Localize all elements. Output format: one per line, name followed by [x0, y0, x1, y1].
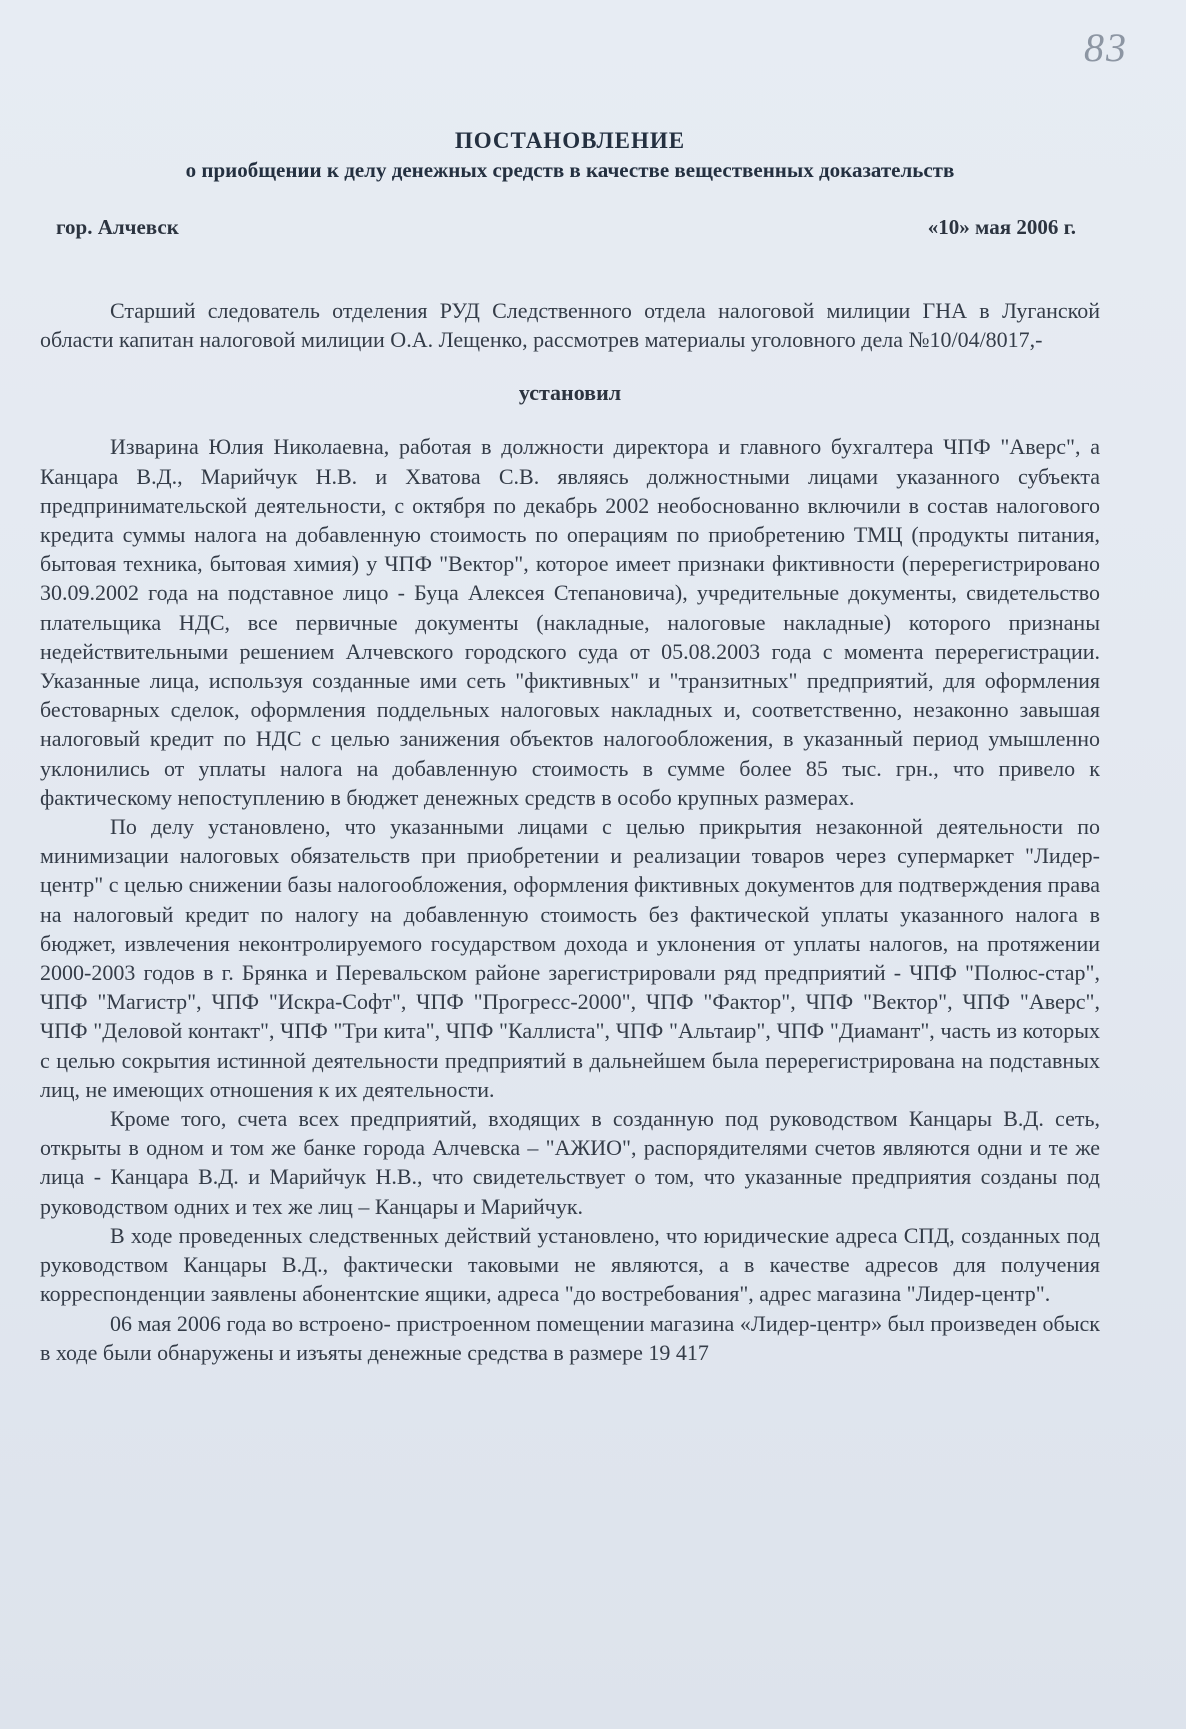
intro-paragraph: Старший следователь отделения РУД Следственного отдела налоговой милиции ГНА в Луганской области капитан налоговой милиции О.А. Лещенко, рассмотрев материалы уголовного дела №10/04/8017,- [40, 298, 1100, 353]
document-subtitle: о приобщении к делу денежных средств в качестве вещественных доказательств [185, 158, 955, 182]
city-label: гор. Алчевск [56, 215, 179, 239]
place-date-row [40, 215, 1100, 240]
body-paragraph: 06 мая 2006 года во встроено- пристроенном помещении магазина «Лидер-центр» был произведен обыск в ходе были обнаружены и изъяты денежные средства в размере 19 417 [40, 1310, 1100, 1365]
section-heading: установил [518, 380, 622, 406]
body-paragraph: Изварина Юлия Николаевна, работая в должности директора и главного бухгалтера ЧПФ "Аверс", а Канцара В.Д., Марийчук Н.В. и Хватова С.В. являясь должностными лицами указанного субъекта предпринимательской деятельности, с октября по декабрь 2002 необоснованно включили в состав налогового кредита суммы налога на добавленную стоимость по операциям по приобретению ТМЦ (продукты питания, бытовая техника, бытовая химия) у ЧПФ "Вектор", которое имеет признаки фиктивности (перерегистрировано 30.09.2002 года на подставное лицо - Буца Алексея Степановича), учредительные документы, свидетельство плательщика НДС, все первичные документы (накладные, налоговые накладные) которого признаны недействительными решением Алчевского городского суда от 05.08.2003 года с момента перерегистрации. Указанные лица, используя созданные ими сеть "фиктивных" и "транзитных" предприятий, для оформления бестоварных сделок, оформления поддельных налоговых накладных и, соответственно, незаконно завышая налоговый кредит по НДС с целью занижения объектов налогообложения, в указанный период умышленно уклонились от уплаты налога на добавленную стоимость в сумме более 85 тыс. грн., что привело к фактическому непоступлению в бюджет денежных средств в особо крупных размерах. [40, 434, 1100, 810]
document-date: «10» мая 2006 г. [927, 215, 1076, 239]
body-paragraph: В ходе проведенных следственных действий установлено, что юридические адреса СПД, созданных под руководством Канцары В.Д., фактически таковыми не являются, а в качестве адресов для получения корреспонденции заявлены абонентские ящики, адреса "до востребования", адрес магазина "Лидер-центр". [40, 1222, 1100, 1307]
page-number: 83 [1084, 25, 1128, 70]
document-title: ПОСТАНОВЛЕНИЕ [454, 128, 686, 153]
body-paragraph: Кроме того, счета всех предприятий, входящих в созданную под руководством Канцары В.Д. сеть, открыты в одном и том же банке города Алчевска – "АЖИО", распорядителями счетов являются одни и те же лица - Канцара В.Д. и Марийчук Н.В., что свидетельствует о том, что указанные предприятия созданы под руководством одних и тех же лиц – Канцары и Марийчук. [40, 1106, 1100, 1219]
document-body [40, 128, 1100, 1367]
body-paragraph: По делу установлено, что указанными лицами с целью прикрытия незаконной деятельности по минимизации налоговых обязательств при приобретении и реализации товаров через супермаркет "Лидер-центр" с целью снижении базы налогообложения, оформления фиктивных документов для подтверждения права на налоговый кредит по налогу на добавленную стоимость без фактической уплаты указанного налога в бюджет, извлечения неконтролируемого государством дохода и уклонения от уплаты налогов, на протяжении 2000-2003 годов в г. Брянка и Перевальском районе зарегистрировали ряд предприятий - ЧПФ "Полюс-стар", ЧПФ "Магистр", ЧПФ "Искра-Софт", ЧПФ "Прогресс-2000", ЧПФ "Фактор", ЧПФ "Вектор", ЧПФ "Аверс", ЧПФ "Деловой контакт", ЧПФ "Три кита", ЧПФ "Каллиста", ЧПФ "Альтаир", ЧПФ "Диамант", часть из которых с целью сокрытия истинной деятельности предприятий в дальнейшем была перерегистрирована на подставных лиц, не имеющих отношения к их деятельности. [40, 814, 1100, 1102]
